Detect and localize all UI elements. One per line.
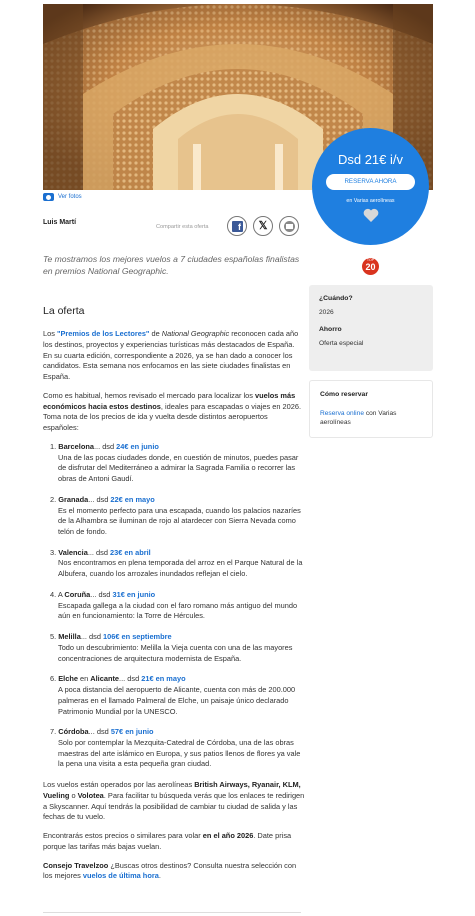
city-name: Melilla [58,632,81,642]
book-text [320,409,422,428]
city-name: Córdoba [58,727,89,737]
top20-badge [362,258,379,275]
reserve-now-button[interactable]: RESERVA AHORA [326,174,415,190]
p5-post: . [158,871,161,881]
p5-mid: ¿Buscas otros destinos? Consulta nuestra selección con los mejores [43,860,297,881]
paragraph-5 [43,861,305,882]
book-rest: con Varias aerolíneas [320,409,397,427]
p1-italic: National Geographic [161,329,230,339]
paragraph-1 [43,329,305,383]
mail-icon [284,221,295,232]
city-price-link[interactable]: 22€ en mayo [110,494,155,504]
list-item [50,590,305,622]
city-prefix: A [57,589,65,599]
list-item [50,548,305,580]
ver-fotos-link[interactable] [43,193,82,202]
city-name: Barcelona [58,441,94,451]
x-share-button[interactable] [253,216,273,236]
city-num: 3. [50,547,57,557]
city-name: Granada [58,494,89,504]
city-desc: Escapada gallega a la ciudad con el faro romano más antiguo del mundo aún en funcionamiento: la Torre de Hércules. [58,600,298,621]
city-price-link[interactable]: 24€ en junio [116,441,159,451]
city-desc: Solo por contemplar la Mezquita-Catedral de Córdoba, una de las obras maestras del arte islámico en Europa, y sus patios llenos de flores ya vale la pena una visita a esta pequeña gran ciudad. [58,737,301,769]
author-name: Luis Martí [43,219,77,226]
city-name: Elche [58,674,78,684]
list-item [50,442,305,485]
facebook-icon: f [232,221,243,232]
article-body [43,304,305,890]
city-price-link[interactable]: 106€ en septiembre [103,632,172,642]
saving-value: Oferta especial [319,340,364,348]
city-num: 4. [50,589,57,599]
city-desc: Una de las pocas ciudades donde, en cuestión de minutos, puedes pasar de disfrutar del Mediterráneo a admirar la Sagrada Familia o recorrer las obras de Antoni Gaudí. [58,452,299,484]
p1-pre: Los [43,329,57,339]
saving-title: Ahorro [319,326,342,334]
p4-bold: en el año 2026 [202,831,254,841]
p3-bold: British Airways, Ryanair, KLM, Vueling [43,780,301,800]
last-minute-flights-link[interactable]: vuelos de última hora [82,871,159,881]
ver-fotos-label: Ver fotos [58,194,82,200]
book-title: Cómo reservar [320,391,368,398]
city-num: 5. [50,632,57,642]
p1-post: reconocen cada año los destinos, proyectos y experiencias turísticas más destacados de España. En su cuarta edición, correspondiente a 2026, ya se han dado a conocer los candidatos. Esta semana nos enfocamos en las siete ciudades finalistas en España. [43,329,299,382]
city-price-pre: ... dsd [80,632,104,642]
intro-text: Te mostramos los mejores vuelos a 7 ciudades españolas finalistas en premios National Geographic. [43,254,300,276]
p3-bold-2: Volotea [77,790,104,800]
p2-post: , ideales para escapadas o viajes en 2026. Toma nota de los precios de ida y vuelta desde distintos aeropuertos españoles: [43,401,301,433]
premios-link[interactable]: "Premios de los Lectores" [56,329,150,339]
p5-bold: Consejo Travelzoo [43,860,109,870]
offer-airlines: en Varias aerolíneas [346,198,395,204]
offer-price-card [312,128,429,245]
city-desc: Es el momento perfecto para una escapada, cuando los palacios nazaríes de la Alhambra se iluminan de rojo al atardecer con Sierra Nevada como telón de fondo. [58,505,301,536]
p2-pre: Como es habitual, hemos revisado el mercado para localizar los [43,390,255,400]
city-price-pre: ... dsd [93,441,117,451]
p4-pre: Encontrarás estos precios o similares para volar [43,831,203,841]
offer-price: Dsd 21€ i/v [337,152,404,167]
city-price-pre: ... dsd [90,589,113,599]
city-desc: Nos encontramos en plena temporada del arroz en el Parque Natural de la Albufera, cuando los arrozales inundados reflejan el cielo. [58,558,303,579]
p4-post: . Date prisa porque las tarifas más bajas vuelan. [43,831,292,851]
heart-icon[interactable] [363,208,379,223]
city-desc: A poca distancia del aeropuerto de Alicante, cuenta con más de 200.000 palmeras en el llamado Palmeral de Elche, un paisaje único declarado Patrimonio Mundial por la UNESCO. [58,685,296,716]
city-price-pre: ... dsd [87,547,111,557]
list-item [50,632,305,664]
paragraph-2 [43,391,305,434]
city-list [43,442,305,770]
city-price-link[interactable]: 21€ en mayo [141,674,186,684]
list-item [50,727,305,770]
p3-mid: o [69,790,78,800]
offer-details-box [309,285,433,371]
list-item [50,495,305,538]
city-name: Valencia [58,547,88,557]
p3-pre: Los vuelos están operados por las aerolíneas [43,780,195,790]
city-num: 1. [50,441,57,451]
city-price-link[interactable]: 57€ en junio [110,727,154,737]
facebook-share-button[interactable] [227,216,247,236]
city-price-link[interactable]: 31€ en junio [112,589,156,599]
city-num: 2. [50,494,57,504]
paragraph-4 [43,831,305,852]
top20-badge-top: TOP [366,258,375,262]
divider [43,912,301,913]
p1-mid: de [149,329,162,339]
book-online-link[interactable]: Reserva online [320,409,364,417]
mail-share-button[interactable] [279,216,299,236]
p3-post: . Para facilitar tu búsqueda verás que los enlaces te redirigen a Skyscanner. Aquí tendrás la posibilidad de cambiar tu ciudad de salida y las fechas de tu vuelo. [43,790,305,822]
top20-badge-number: 20 [365,261,376,272]
city-price-pre: ... dsd [88,494,111,504]
share-label: Compartir esta oferta [156,224,209,230]
paragraph-3 [43,780,305,823]
city-num: 7. [50,727,57,737]
x-icon: 𝕏 [258,219,268,232]
when-title: ¿Cuándo? [319,295,353,302]
p2-bold: vuelos más económicos hacia estos destinos [43,390,296,411]
how-to-book-box [309,380,433,438]
list-item: 6. Elche en Alicante... dsd 21€ en mayo A poca distancia del aeropuerto de Alicante, cuenta con más de 200.000 palmeras en el llamado Palmeral de Elche, un paisaje único declarado Patrimonio Mundial por la UNESCO. [50,674,305,717]
city-name-2: Alicante [90,674,120,684]
city-name: Coruña [64,589,91,599]
city-price-pre: ... dsd [88,727,111,737]
article-heading: La oferta [43,305,85,317]
camera-icon [43,193,54,201]
city-num: 6. [50,674,57,684]
when-value: 2026 [319,308,334,316]
city-price-link[interactable]: 23€ en abril [110,547,151,557]
city-price-pre: ... dsd [119,674,142,684]
city-desc: Todo un descubrimiento: Melilla la Vieja cuenta con una de las mayores concentraciones de arquitectura modernista de España. [58,642,293,663]
